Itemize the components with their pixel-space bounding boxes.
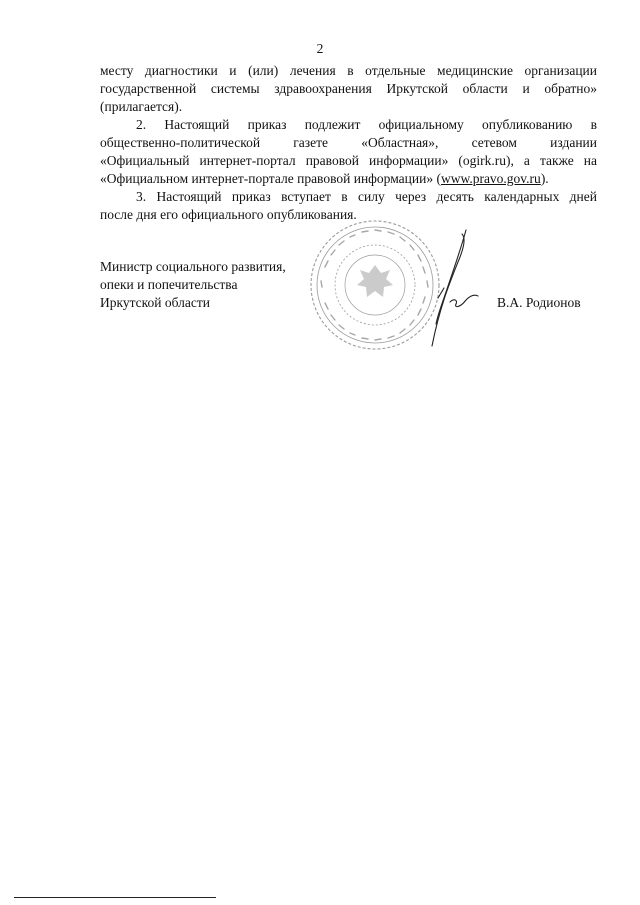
text-line: «Официальный интернет-портал правовой информации» (ogirk.ru), а также на [100, 153, 597, 168]
pravo-gov-link[interactable]: www.pravo.gov.ru [440, 171, 541, 186]
text-line: общественно-политической газете «Областная», сетевом издании [100, 135, 597, 150]
signatory-title-line: опеки и попечительства [100, 277, 238, 292]
handwritten-signature [420, 228, 490, 353]
footer-divider [14, 897, 216, 898]
signatory-title-line: Министр социального развития, [100, 259, 286, 274]
signatory-name: В.А. Родионов [497, 295, 581, 310]
signatory-title-line: Иркутской области [100, 295, 211, 310]
paragraph-continuation [100, 62, 597, 116]
signatory-position [100, 258, 286, 312]
text-line: после дня его официального опубликования. [100, 207, 357, 222]
text-line: государственной системы здравоохранения Иркутской области и обратно» [100, 81, 597, 96]
page-number: 2 [316, 41, 324, 56]
paragraph-2-publication [100, 116, 597, 188]
text-line: (прилагается). [100, 99, 183, 114]
text-fragment: ). [540, 171, 549, 186]
text-line: 2. Настоящий приказ подлежит официальному опубликованию в [136, 117, 597, 132]
text-line: месту диагностики и (или) лечения в отдельные медицинские организации [100, 63, 597, 78]
text-line: 3. Настоящий приказ вступает в силу через десять календарных дней [136, 189, 597, 204]
text-line-with-link [100, 170, 597, 188]
text-fragment: «Официальном интернет-портале правовой информации» ( [100, 171, 441, 186]
